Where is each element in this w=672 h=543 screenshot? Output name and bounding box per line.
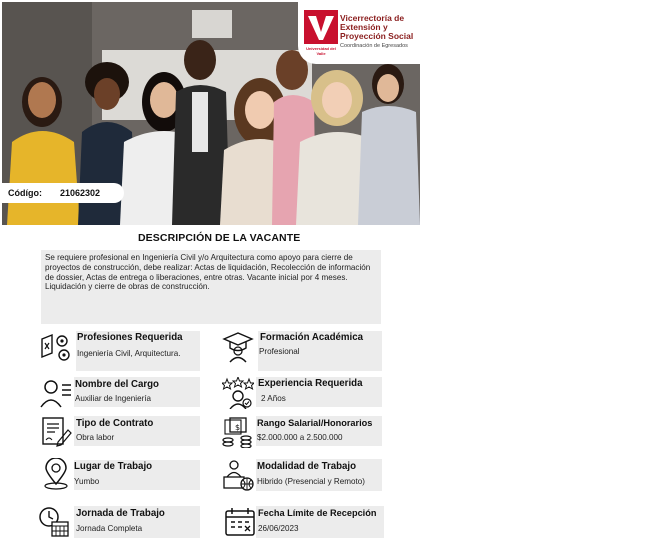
- field-cargo: [40, 377, 200, 407]
- location-pin-icon: [40, 458, 72, 490]
- user-profile-icon: [40, 377, 72, 409]
- field-modalidad-value: Hibrido (Presencial y Remoto): [257, 477, 365, 486]
- vacancy-code-badge: [2, 183, 124, 203]
- field-lugar-value: Yumbo: [74, 477, 100, 486]
- svg-text:$: $: [235, 423, 241, 432]
- experience-stars-icon: [222, 377, 254, 409]
- field-fecha-value: 26/06/2023: [258, 524, 299, 533]
- field-cargo-label: Nombre del Cargo: [75, 379, 159, 390]
- university-logo: [298, 2, 420, 64]
- logo-university-name: Universidad del Valle: [306, 46, 336, 56]
- field-modalidad: [222, 459, 382, 491]
- vacancy-description: Se requiere profesional en Ingeniería Civil y/o Arquitectura como apoyo para cierre de proyectos de construcción, debe realizar: Actas de liquidación, Recolección de información de dossier, Actas de entrega o liberaciones, entre otras. Vacante inicial por 4 meses. Liquidación y cierre de obras de construcción.: [41, 250, 381, 324]
- field-formacion-label: Formación Académica: [260, 332, 364, 343]
- money-coins-icon: [222, 416, 254, 448]
- contract-document-icon: [40, 416, 72, 448]
- graduate-cap-icon: [222, 331, 254, 363]
- field-jornada-value: Jornada Completa: [76, 524, 143, 533]
- field-lugar-label: Lugar de Trabajo: [74, 461, 153, 472]
- logo-title: Vicerrectoría de Extensión y Proyección Social: [340, 13, 414, 41]
- field-jornada-label: Jornada de Trabajo: [76, 508, 165, 519]
- schedule-clock-icon: [38, 506, 70, 538]
- field-profesiones-value: Ingeniería Civil, Arquitectura.: [77, 349, 181, 358]
- field-profesiones-label: Profesiones Requerida: [77, 332, 183, 343]
- code-label: Códígo:: [8, 188, 42, 198]
- field-contrato-value: Obra labor: [76, 433, 115, 442]
- field-jornada: [38, 506, 200, 538]
- field-fecha: [224, 506, 384, 538]
- field-cargo-value: Auxiliar de Ingeniería: [75, 394, 152, 403]
- remote-work-globe-icon: [222, 459, 254, 491]
- field-contrato-label: Tipo de Contrato: [76, 418, 154, 429]
- field-salario-value: $2.000.000 a 2.500.000: [257, 433, 343, 442]
- field-salario-label: Rango Salarial/Honorarios: [257, 418, 373, 428]
- professions-gears-icon: [40, 331, 72, 363]
- field-lugar: [40, 458, 200, 490]
- field-formacion-value: Profesional: [259, 347, 300, 356]
- field-formacion: [222, 331, 382, 371]
- logo-subtitle: Coordinación de Egresados: [340, 43, 408, 49]
- field-fecha-label: Fecha Límite de Recepción: [258, 508, 377, 518]
- field-profesiones: [40, 331, 200, 371]
- code-value: 21062302: [60, 188, 101, 198]
- calendar-deadline-icon: [224, 506, 256, 538]
- field-experiencia: [222, 377, 382, 407]
- field-salario: [222, 416, 382, 446]
- field-experiencia-value: 2 Años: [261, 394, 286, 403]
- field-experiencia-label: Experiencia Requerida: [258, 378, 363, 389]
- field-contrato: [40, 416, 200, 446]
- section-title: DESCRIPCIÓN DE LA VACANTE: [138, 232, 301, 244]
- field-modalidad-label: Modalidad de Trabajo: [257, 461, 357, 472]
